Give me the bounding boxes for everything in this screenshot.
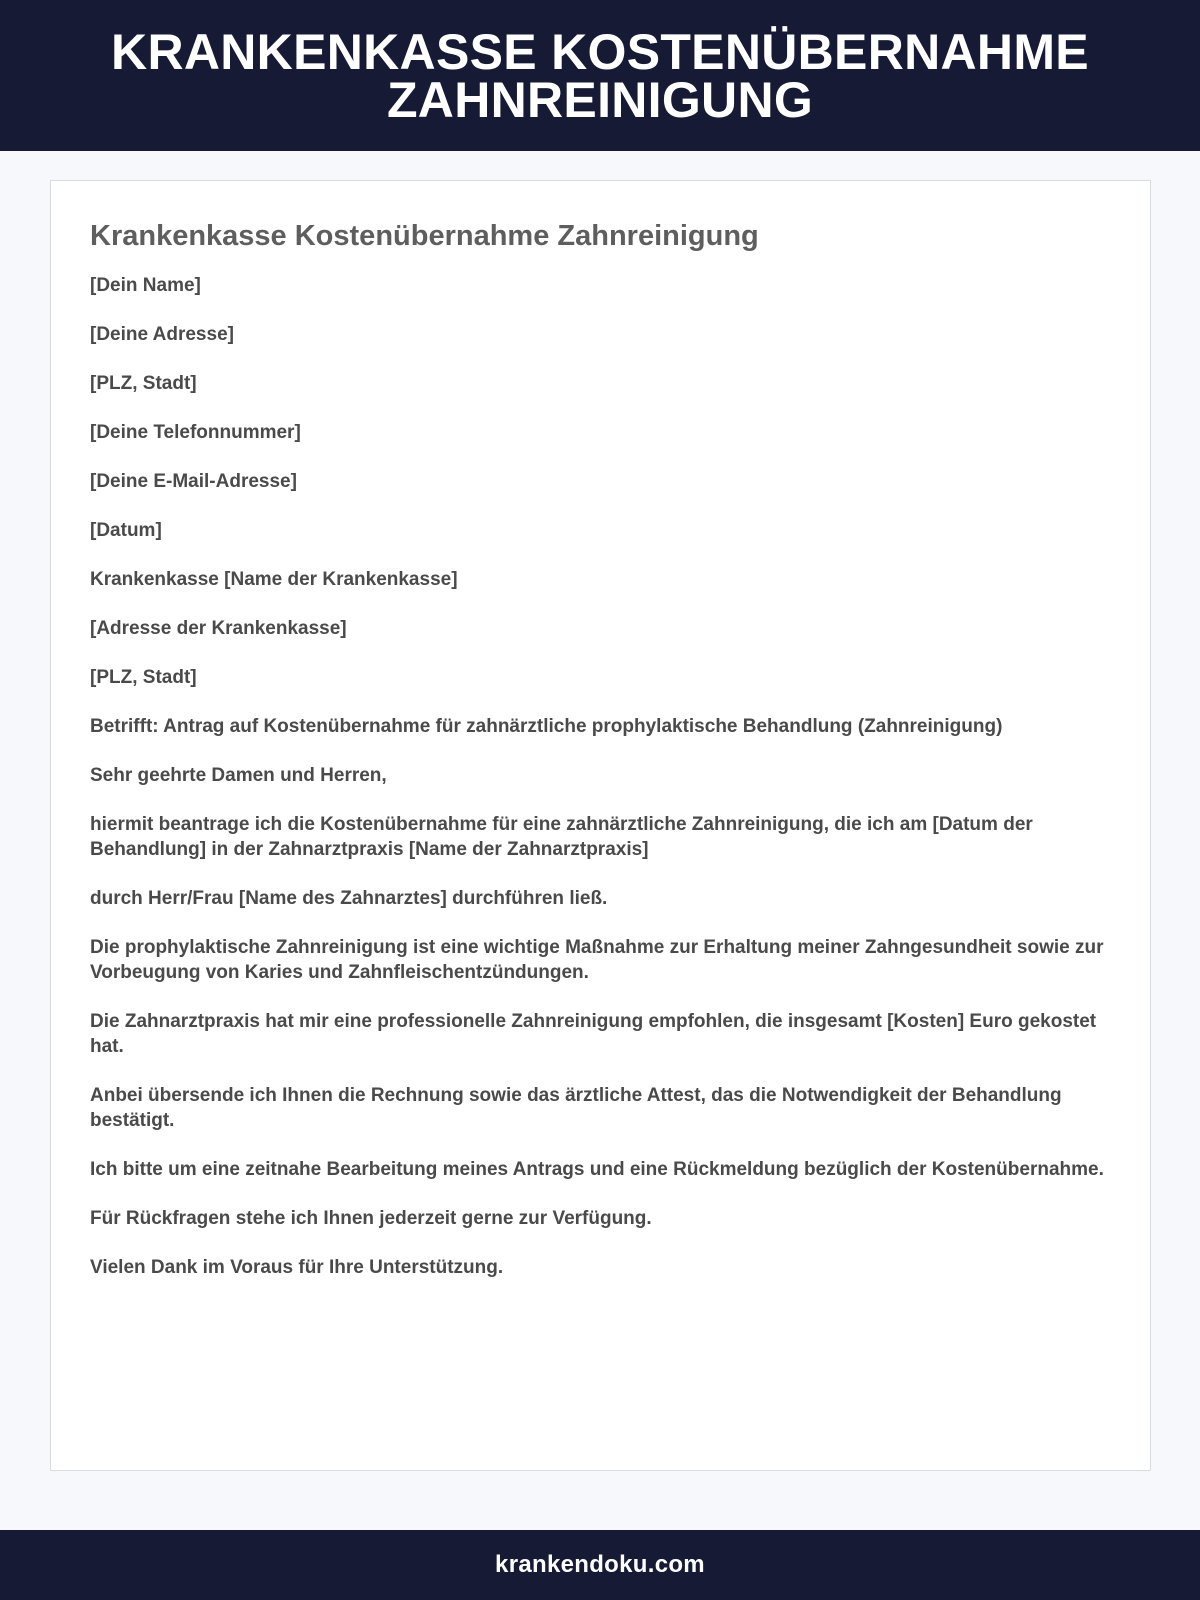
letter-paragraph: Die prophylaktische Zahnreinigung ist eine wichtige Maßnahme zur Erhaltung meiner Zahngesundheit sowie zur Vorbeugung von Karies und Zahnfleischentzündungen. [90,937,1104,983]
sender-city: [PLZ, Stadt] [90,373,197,394]
sender-block [90,273,1111,543]
letter-salutation: Sehr geehrte Damen und Herren, [90,765,387,786]
page-footer [0,1530,1200,1600]
sender-address: [Deine Adresse] [90,324,234,345]
letter-paragraph: durch Herr/Frau [Name des Zahnarztes] durchführen ließ. [90,888,608,909]
letter-paragraph: Für Rückfragen stehe ich Ihnen jederzeit gerne zur Verfügung. [90,1208,652,1229]
letter-subject: Betrifft: Antrag auf Kostenübernahme für zahnärztliche prophylaktische Behandlung (Zahnreinigung) [90,716,1003,737]
sender-name: [Dein Name] [90,275,201,296]
letter-paragraph: Ich bitte um eine zeitnahe Bearbeitung meines Antrags und eine Rückmeldung bezüglich der Kostenübernahme. [90,1159,1104,1180]
letter-title: Krankenkasse Kostenübernahme Zahnreinigung [90,220,759,252]
page-title: KRANKENKASSE KOSTENÜBERNAHME ZAHNREINIGUNG [111,23,1089,128]
letter-body [90,714,1111,1280]
footer-site-link[interactable]: krankendoku.com [495,1551,705,1578]
letter-card [50,180,1151,1471]
recipient-name: Krankenkasse [Name der Krankenkasse] [90,569,458,590]
recipient-address: [Adresse der Krankenkasse] [90,618,347,639]
letter-closing: Vielen Dank im Voraus für Ihre Unterstützung. [90,1257,504,1278]
recipient-block [90,567,1111,690]
recipient-city: [PLZ, Stadt] [90,667,197,688]
sender-phone: [Deine Telefonnummer] [90,422,301,443]
page-header [0,0,1200,151]
letter-date: [Datum] [90,520,162,541]
letter-paragraph: hiermit beantrage ich die Kostenübernahme für eine zahnärztliche Zahnreinigung, die ich am [Datum der Behandlung] in der Zahnarztpraxis [Name der Zahnarztpraxis] [90,814,1033,860]
letter-paragraph: Anbei übersende ich Ihnen die Rechnung sowie das ärztliche Attest, das die Notwendigkeit der Behandlung bestätigt. [90,1085,1062,1131]
letter-paragraph: Die Zahnarztpraxis hat mir eine professionelle Zahnreinigung empfohlen, die insgesamt [Kosten] Euro gekostet hat. [90,1011,1097,1057]
sender-email: [Deine E-Mail-Adresse] [90,471,297,492]
